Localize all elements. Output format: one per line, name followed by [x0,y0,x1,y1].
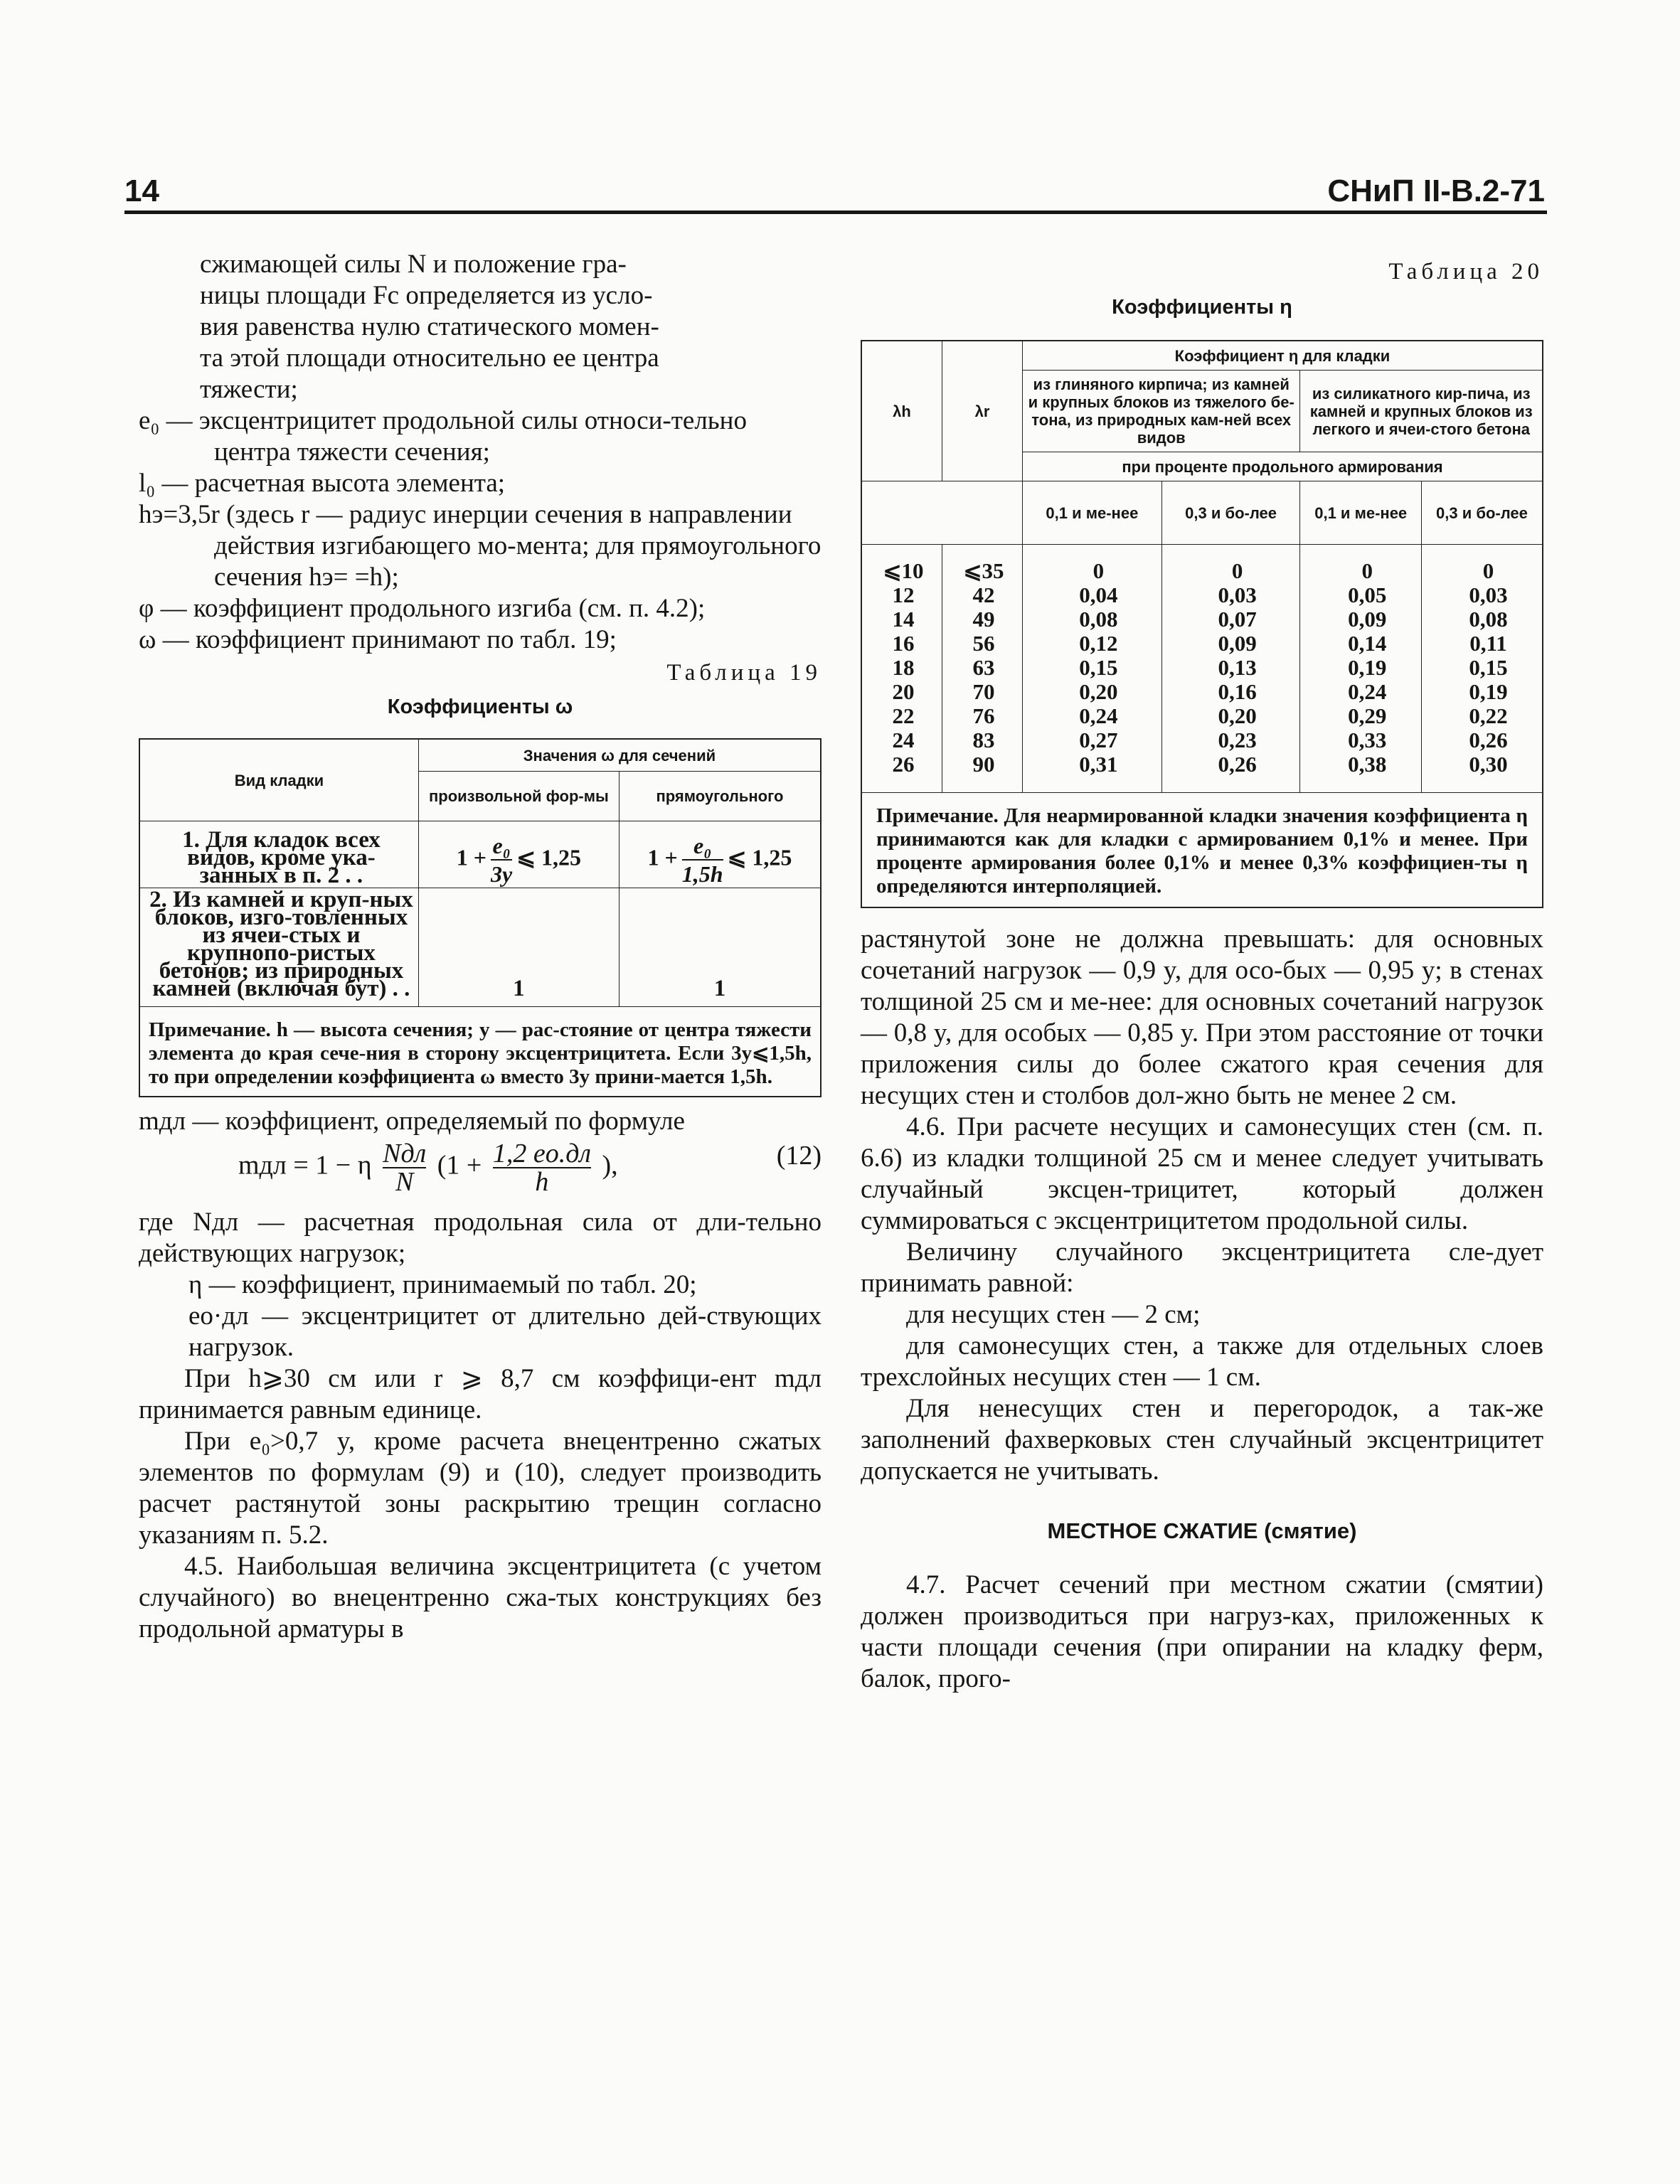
left-column [139,249,822,1645]
intro-text [139,249,822,405]
table19 [139,738,822,1097]
table20-sub-high: 0,3 и бо-лее [1421,481,1543,545]
intro-line: ницы площади Fс определяется из усло- [200,281,653,310]
intro-line: тяжести; [200,375,298,404]
mdl-intro: mдл — коэффициент, определяемый по формуле [139,1107,685,1136]
table20-row [861,680,1543,704]
formula-part: 1 + [456,843,487,870]
formula-part: (1 + [437,1150,482,1181]
table20-cell: 20 [861,680,942,704]
table20-cell: 26 [861,752,942,793]
table20-cell: 42 [942,583,1023,607]
where-item: η — коэффициент, принимаемый по табл. 20; [188,1270,697,1299]
definition-item: φ — коэффициент продольного изгиба (см. п. 4.2); [139,594,706,623]
paragraph: Величину случайного эксцентрицитета сле-дует принимать равной: [861,1237,1543,1298]
table20-cell: 0,26 [1421,728,1543,752]
table20-cell: 0,07 [1161,607,1300,632]
table19-col-kind: Вид кладки [139,739,418,821]
fraction-denominator: 1,5h [681,861,723,887]
table20-cell: 0 [1421,545,1543,584]
table20-cell: ⩽35 [942,545,1023,584]
table19-title: Коэффициенты ω [387,696,573,718]
table20-cell: 0,31 [1023,752,1162,793]
table20-cell: 0,20 [1023,680,1162,704]
table20-cell: 0,19 [1421,680,1543,704]
table19-caption: Таблица 19 [666,660,822,686]
fraction [491,832,512,888]
table20-cell: 14 [861,607,942,632]
table20-row [861,728,1543,752]
definitions-list [139,405,822,656]
fraction [493,1140,591,1195]
paragraph: При e₀>0,7 y, кроме расчета внецентренно сжатых элементов по формулам (9) и (10), следует производить расчет растянутой зоны раскрытию трещин согласно указаниям п. 5.2. [139,1427,822,1550]
table20-cell: 18 [861,656,942,680]
table20-cell: 0,03 [1421,583,1543,607]
paragraph: для самонесущих стен, а также для отдельных слоев трехслойных несущих стен — 1 см. [861,1331,1543,1392]
table20-cell: 70 [942,680,1023,704]
table20-cell: 0,05 [1300,583,1422,607]
fraction-numerator: 1,2 eo.дл [492,1139,591,1168]
table20-cell: 0,14 [1300,632,1422,656]
table20-cell: 0,13 [1161,656,1300,680]
table20-note: Примечание. Для неармированной кладки значения коэффициента η принимаются как для кладки с армированием 0,1% и менее. При проценте армирования более 0,1% и менее 0,3% коэффициен-ты η определяются интерполяцией. [861,793,1543,908]
table20-group-a: из глиняного кирпича; из камней и крупных блоков из тяжелого бе-тона, из природных кам-ней всех видов [1023,371,1300,452]
table20-cell: 0,38 [1300,752,1422,793]
definition-item: ω — коэффициент принимают по табл. 19; [139,625,617,654]
table20-cell: 0,23 [1161,728,1300,752]
definition-item: hэ=3,5r (здесь r — радиус инерции сечения в направлении действия изгибающего мо-мента; для прямоугольного сечения hэ= =h); [139,500,822,592]
table20-cell: 0,26 [1161,752,1300,793]
table20-cell: 22 [861,704,942,728]
formula-12 [139,1140,822,1204]
document-code: СНиП II-В.2-71 [1327,174,1545,208]
table20-cell: 83 [942,728,1023,752]
paragraph: 4.5. Наибольшая величина эксцентрицитета (с учетом случайного) во внецентренно сжа-тых конструкциях без продольной арматуры в [139,1552,822,1644]
definition-item: l₀ — расчетная высота элемента; [139,469,506,498]
table20-cell: 0,15 [1421,656,1543,680]
table20-cell: 0,20 [1161,704,1300,728]
table20-cell: ⩽10 [861,545,942,584]
table20-caption: Таблица 20 [1388,259,1543,284]
section-title: МЕСТНОЕ СЖАТИЕ (смятие) [1047,1518,1357,1543]
fraction [383,1140,426,1195]
table20-col-lh: λh [861,341,942,481]
table20-cell: 16 [861,632,942,656]
fraction-numerator: e₀ [682,832,723,861]
table20-row [861,545,1543,584]
page-number: 14 [124,174,159,208]
table19-col-group: Значения ω для сечений [418,739,821,772]
where-item: eo·дл — эксцентрицитет от длительно дей-ствующих нагрузок. [188,1301,822,1362]
intro-line: сжимающей силы N и положение гра- [200,250,627,279]
table20-cell: 0,33 [1300,728,1422,752]
left-paragraphs [139,1363,822,1645]
table20-sub-low: 0,1 и ме-нее [1023,481,1162,545]
formula-number: (12) [776,1141,822,1171]
table19-row2-rect: 1 [619,888,821,1007]
table20-cell: 0,15 [1023,656,1162,680]
table20-cell: 0,22 [1421,704,1543,728]
fraction-denominator: h [535,1167,549,1197]
fraction-numerator: e₀ [491,832,512,861]
table20-cell: 0,19 [1300,656,1422,680]
intro-line: вия равенства нулю статического момен- [200,312,659,341]
intro-line: та этой площади относительно ее центра [200,343,659,373]
table20-cell: 90 [942,752,1023,793]
formula-part: 1 + [647,843,678,870]
table20-cell: 0,08 [1023,607,1162,632]
table20-cell: 0,24 [1300,680,1422,704]
table20-body [861,545,1543,793]
fraction-denominator: 3y [491,861,513,887]
table20-cell: 0,24 [1023,704,1162,728]
table19-row1-label: 1. Для кладок всех видов, кроме ука-занных в п. 2 . . [139,821,418,888]
table20-cell: 0 [1300,545,1422,584]
table20-cell: 76 [942,704,1023,728]
table20-cell: 0,04 [1023,583,1162,607]
right-paragraphs [861,924,1543,1487]
paragraph: 4.6. При расчете несущих и самонесущих стен (см. п. 6.6) из кладки толщиной 25 см и менее следует учитывать случайный эксцен-трицитет, который должен суммироваться с эксцентрицитетом продольной силы. [861,1112,1543,1235]
table20-sub-low: 0,1 и ме-нее [1300,481,1422,545]
table20-cell: 12 [861,583,942,607]
table20-cell: 63 [942,656,1023,680]
paragraph: При h⩾30 см или r ⩾ 8,7 см коэффици-ент mдл принимается равным единице. [139,1364,822,1424]
table19-row1-rect [619,821,821,888]
table20-row [861,583,1543,607]
where-item: где Nдл — расчетная продольная сила от дли-тельно действующих нагрузок; [139,1208,822,1268]
table20-col-lr: λr [942,341,1023,481]
table20-empty [861,481,1023,545]
definition-item: e₀ — эксцентрицитет продольной силы относи-тельно центра тяжести сечения; [139,406,747,467]
table20-row [861,656,1543,680]
formula-part: mдл = 1 − η [238,1150,372,1181]
table20-cell: 0,27 [1023,728,1162,752]
paragraph: растянутой зоне не должна превышать: для основных сочетаний нагрузок — 0,9 y, для осо-бых — 0,95 y; в стенах толщиной 25 см и ме-нее: для основных сочетаний нагрузок — 0,8 y, для особых — 0,85 y. При этом расстояние от точки приложения силы до более сжатого края сечения для несущих стен и столбов дол-жно быть не менее 2 см. [861,925,1543,1110]
table20-row [861,752,1543,793]
table20-col-group: Коэффициент η для кладки [1023,341,1543,371]
table19-col-rect: прямоугольного [619,772,821,821]
table20-title: Коэффициенты η [1112,296,1292,319]
where-list [139,1207,822,1363]
final-paragraph: 4.7. Расчет сечений при местном сжатии (смятии) должен производиться при нагруз-ках, приложенных к части площади сечения (при опирании на кладку ферм, балок, прого- [861,1570,1543,1693]
table19-col-arbitrary: произвольной фор-мы [418,772,619,821]
table20-cell: 0,09 [1300,607,1422,632]
table20-cell: 0,11 [1421,632,1543,656]
table20-row [861,704,1543,728]
table20-cell: 0,30 [1421,752,1543,793]
table20-cell: 0,29 [1300,704,1422,728]
fraction-numerator: Nдл [383,1139,427,1168]
header-rule [124,211,1547,214]
table20-sub-high: 0,3 и бо-лее [1161,481,1300,545]
paragraph: для несущих стен — 2 см; [906,1300,1201,1329]
fraction-denominator: N [395,1167,414,1197]
table20-row [861,632,1543,656]
table20-cell: 0,12 [1023,632,1162,656]
table20-cell: 0,09 [1161,632,1300,656]
table20-cell: 49 [942,607,1023,632]
paragraph: Для ненесущих стен и перегородок, а так-же заполнений фахверковых стен случайный эксцентрицитет допускается не учитывать. [861,1394,1543,1486]
table19-row2-label: 2. Из камней и круп-ных блоков, изго-товленных из ячеи-стых и крупнопо-ристых бетонов; из природных камней (включая бут) . . [139,888,418,1007]
table19-note: Примечание. h — высота сечения; y — рас-стояние от центра тяжести элемента до края сече-ния в сторону эксцентрицитета. Если 3y⩽1,5h, то при определении коэффициента ω вместо 3y прини-мается 1,5h. [139,1007,821,1097]
formula-part: ), [602,1150,618,1181]
table19-row2-arbitrary: 1 [418,888,619,1007]
table20-cell: 0,08 [1421,607,1543,632]
table20-cell: 0 [1023,545,1162,584]
table20-cell: 56 [942,632,1023,656]
table20-reinf-header: при проценте продольного армирования [1023,452,1543,481]
table19-row1-arbitrary [418,821,619,888]
table20 [861,340,1543,908]
table20-cell: 0,03 [1161,583,1300,607]
formula-part: ⩽ 1,25 [516,843,582,870]
table20-cell: 0,16 [1161,680,1300,704]
formula-part: ⩽ 1,25 [727,843,792,870]
right-column [861,256,1543,1695]
table20-cell: 0 [1161,545,1300,584]
fraction [682,832,723,888]
table20-group-b: из силикатного кир-пича, из камней и крупных блоков из легкого и ячеи-стого бетона [1300,371,1543,452]
table20-cell: 24 [861,728,942,752]
table20-row [861,607,1543,632]
